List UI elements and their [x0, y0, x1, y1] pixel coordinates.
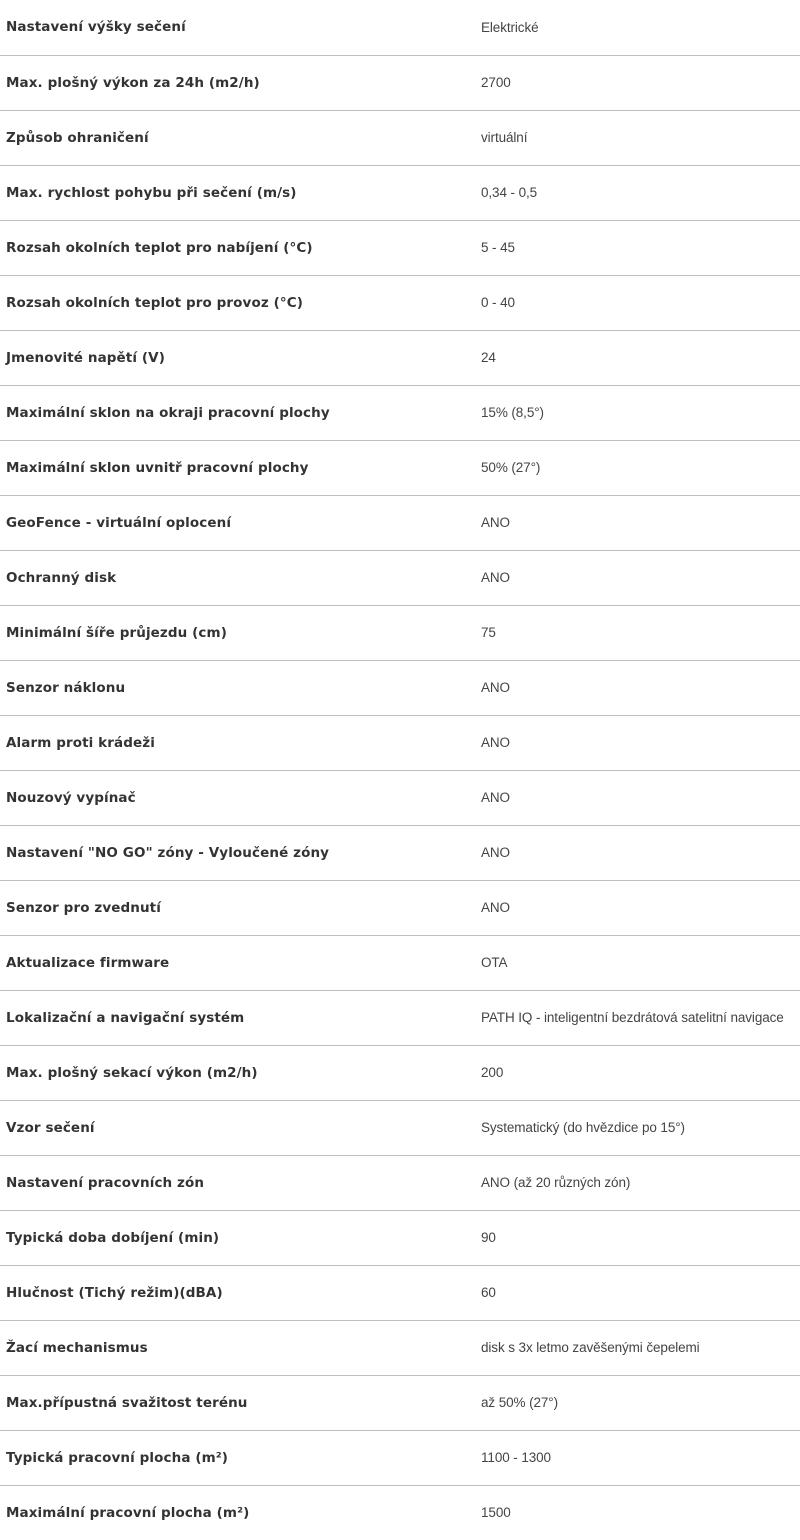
table-row: [0, 1045, 800, 1100]
spec-value: 200: [477, 1045, 800, 1100]
spec-value: OTA: [477, 935, 800, 990]
spec-value: 1100 - 1300: [477, 1430, 800, 1485]
spec-label: GeoFence - virtuální oplocení: [0, 495, 477, 550]
table-row: [0, 220, 800, 275]
spec-value: 50% (27°): [477, 440, 800, 495]
table-row: [0, 1430, 800, 1485]
spec-label: Vzor sečení: [0, 1100, 477, 1155]
table-row: [0, 330, 800, 385]
spec-value: až 50% (27°): [477, 1375, 800, 1430]
spec-label: Senzor náklonu: [0, 660, 477, 715]
table-row: [0, 275, 800, 330]
spec-value: ANO: [477, 880, 800, 935]
table-row: [0, 0, 800, 55]
table-row: [0, 1155, 800, 1210]
spec-label: Způsob ohraničení: [0, 110, 477, 165]
spec-label: Max. plošný výkon za 24h (m2/h): [0, 55, 477, 110]
spec-label: Max.přípustná svažitost terénu: [0, 1375, 477, 1430]
table-row: [0, 1100, 800, 1155]
table-row: [0, 1375, 800, 1430]
spec-label: Rozsah okolních teplot pro provoz (°C): [0, 275, 477, 330]
spec-label: Žací mechanismus: [0, 1320, 477, 1375]
spec-value: 0,34 - 0,5: [477, 165, 800, 220]
spec-label: Alarm proti krádeži: [0, 715, 477, 770]
spec-value: 60: [477, 1265, 800, 1320]
spec-label: Hlučnost (Tichý režim)(dBA): [0, 1265, 477, 1320]
spec-value: ANO: [477, 825, 800, 880]
spec-value: 1500: [481, 1505, 511, 1521]
spec-value: disk s 3x letmo zavěšenými čepelemi: [477, 1320, 800, 1375]
spec-label: Typická pracovní plocha (m²): [0, 1430, 477, 1485]
spec-value: 24: [477, 330, 800, 385]
spec-value: Systematický (do hvězdice po 15°): [477, 1100, 800, 1155]
spec-value: PATH IQ - inteligentní bezdrátová satelitní navigace: [477, 990, 800, 1045]
table-row: [0, 495, 800, 550]
table-row: [0, 715, 800, 770]
spec-value: 2700: [477, 55, 800, 110]
spec-label: Nastavení výšky sečení: [0, 0, 477, 55]
table-row: [0, 385, 800, 440]
table-row: [0, 660, 800, 715]
spec-value: ANO: [477, 770, 800, 825]
spec-label: Senzor pro zvednutí: [0, 880, 477, 935]
table-row: [0, 1265, 800, 1320]
table-row: [0, 880, 800, 935]
spec-label: Nastavení "NO GO" zóny - Vyloučené zóny: [0, 825, 477, 880]
spec-label: Jmenovité napětí (V): [0, 330, 477, 385]
spec-value: 0 - 40: [477, 275, 800, 330]
spec-value: 15% (8,5°): [477, 385, 800, 440]
table-row: [0, 440, 800, 495]
spec-value: ANO (až 20 různých zón): [477, 1155, 800, 1210]
spec-value: virtuální: [477, 110, 800, 165]
spec-label: Minimální šíře průjezdu (cm): [0, 605, 477, 660]
table-row: [0, 935, 800, 990]
table-row: [0, 990, 800, 1045]
spec-label: Maximální pracovní plocha (m²): [6, 1504, 250, 1521]
table-row: [0, 770, 800, 825]
spec-value: Elektrické: [477, 0, 800, 55]
table-row: [0, 165, 800, 220]
table-row: [0, 55, 800, 110]
spec-value: ANO: [477, 550, 800, 605]
spec-label: Max. plošný sekací výkon (m2/h): [0, 1045, 477, 1100]
table-row: [0, 550, 800, 605]
table-row: [0, 1485, 800, 1540]
spec-label: Max. rychlost pohybu při sečení (m/s): [0, 165, 477, 220]
spec-label: Rozsah okolních teplot pro nabíjení (°C): [0, 220, 477, 275]
spec-label: Aktualizace firmware: [0, 935, 477, 990]
spec-value: 5 - 45: [477, 220, 800, 275]
spec-value: ANO: [477, 715, 800, 770]
table-row: [0, 825, 800, 880]
table-row: [0, 605, 800, 660]
table-row: [0, 1210, 800, 1265]
spec-label: Nastavení pracovních zón: [0, 1155, 477, 1210]
table-row: [0, 1320, 800, 1375]
spec-label: Ochranný disk: [0, 550, 477, 605]
spec-label: Typická doba dobíjení (min): [0, 1210, 477, 1265]
table-row: [0, 110, 800, 165]
spec-label: Maximální sklon na okraji pracovní plochy: [0, 385, 477, 440]
spec-value: ANO: [477, 660, 800, 715]
spec-label: Lokalizační a navigační systém: [0, 990, 477, 1045]
spec-value: ANO: [477, 495, 800, 550]
spec-label: Nouzový vypínač: [0, 770, 477, 825]
spec-value: 75: [477, 605, 800, 660]
spec-label: Maximální sklon uvnitř pracovní plochy: [0, 440, 477, 495]
spec-value: 90: [477, 1210, 800, 1265]
